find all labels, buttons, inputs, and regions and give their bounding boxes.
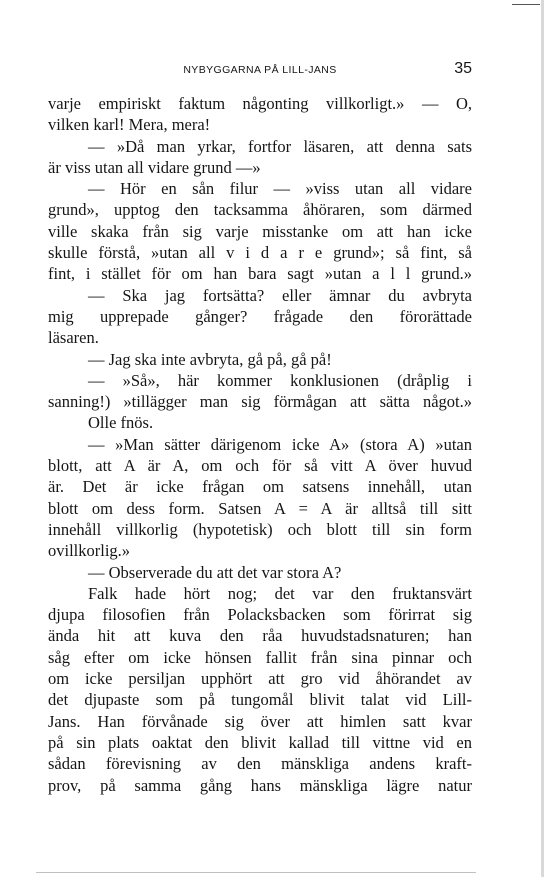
text-line: skulle förstå, »utan all v i d a r e grund»; så fint, så <box>48 243 472 263</box>
text-line: djupa filosofien från Polacksbacken som förirrat sig <box>48 605 472 625</box>
text-line: om icke persiljan upphört att gro vid åhörandet av <box>48 669 472 689</box>
text-line: grund», upptog den tacksamma åhöraren, som därmed <box>48 200 472 220</box>
text-line: innehåll villkorlig (hypotetisk) och blott till sin form <box>48 519 472 539</box>
text-line: såg efter om icke hönsen fallit från sina pinnar och <box>48 647 472 667</box>
text-line: — Jag ska inte avbryta, gå på, gå på! <box>88 349 332 369</box>
scan-mark <box>512 4 540 5</box>
text-line: mig upprepade gånger? frågade den förorättade <box>48 306 472 326</box>
text-line: — »Då man yrkar, fortfor läsaren, att denna sats <box>88 136 472 156</box>
text-line: — Ska jag fortsätta? eller ämnar du avbryta <box>88 285 472 305</box>
text-line: blott om dess form. Satsen A = A är alltså till sitt <box>48 498 472 518</box>
text-line: på sin plats oaktat den blivit kallad till vittne vid en <box>48 732 472 752</box>
page-header <box>48 60 472 80</box>
page-number: 35 <box>454 60 472 77</box>
text-line: är viss utan all vidare grund —» <box>48 157 261 177</box>
text-line: vilken karl! Mera, mera! <box>48 115 211 135</box>
text-line: — »Så», här kommer konklusionen (dråplig i <box>88 370 472 390</box>
text-line: är. Det är icke frågan om satsens innehåll, utan <box>48 477 472 497</box>
text-line: — »Man sätter därigenom icke A» (stora A) »utan <box>88 434 472 454</box>
text-line: — Observerade du att det var stora A? <box>88 562 342 582</box>
text-line: det djupaste som på tungomål blivit talat vid Lill- <box>48 690 472 710</box>
text-line: sanning!) »tillägger man sig förmågan att sätta något.» <box>48 392 472 412</box>
text-line: varje empiriskt faktum någonting villkorligt.» — O, <box>48 94 472 113</box>
text-line: ville skaka från sig varje misstanke om att han icke <box>48 221 472 241</box>
text-line: prov, på samma gång hans mänskliga lägre natur <box>48 775 472 795</box>
text-line: blott, att A är A, om och för så vitt A över huvud <box>48 456 472 476</box>
text-line: fint, i stället för om han bara sagt »utan a l l grund.» <box>48 264 472 284</box>
text-line: Falk hade hört nog; det var den fruktansvärt <box>88 583 472 603</box>
text-line: ovillkorlig.» <box>48 541 131 561</box>
text-line: Jans. Han förvånade sig över att himlen satt kvar <box>48 711 472 731</box>
scan-bottom-edge <box>36 872 476 873</box>
running-head: NYBYGGARNA PÅ LILL-JANS <box>183 64 337 76</box>
text-line: läsaren. <box>48 328 99 348</box>
body-text <box>48 93 472 796</box>
text-line: — Hör en sån filur — »viss utan all vidare <box>88 179 472 199</box>
text-line: sådan förevisning av den mänskliga andens kraft- <box>48 754 472 774</box>
text-line: Olle fnös. <box>88 413 154 433</box>
text-line: ända hit att kuva den råa huvudstadsnaturen; han <box>48 626 472 646</box>
